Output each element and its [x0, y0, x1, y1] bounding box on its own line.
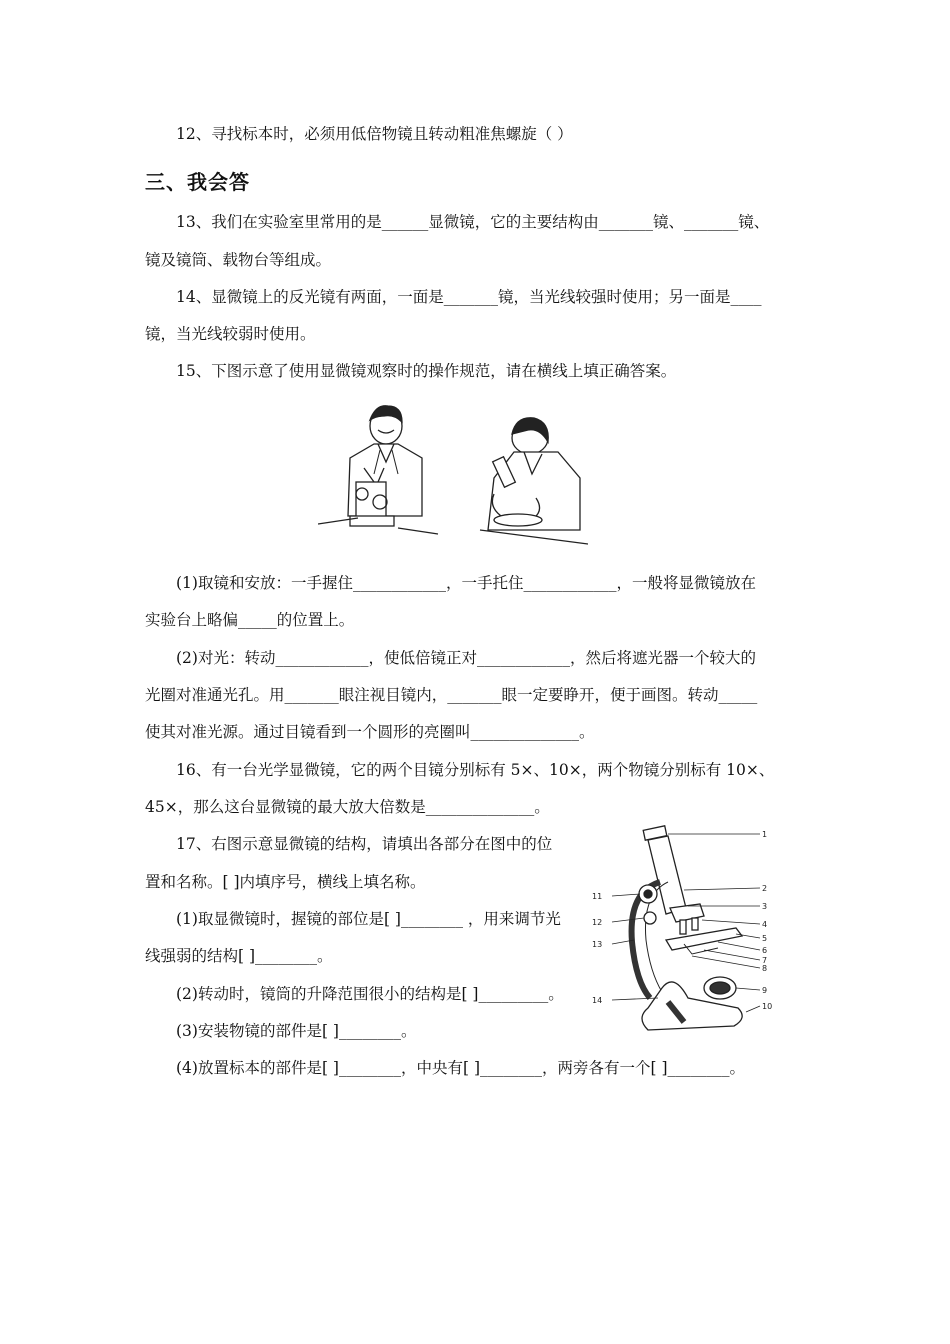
diagram-label-5: 5 — [762, 934, 768, 943]
q17-part4: (4)放置标本的部件是[ ]________，中央有[ ]________，两旁各有一个[ ]________。 — [176, 1059, 746, 1077]
diagram-label-7: 7 — [762, 956, 768, 965]
q15-part1-line-2: 实验台上略偏_____的位置上。 — [145, 611, 355, 629]
q17-line-1: 17、右图示意显微镜的结构，请填出各部分在图中的位 — [176, 835, 553, 853]
q15-intro: 15、下图示意了使用显微镜观察时的操作规范，请在横线上填正确答案。 — [176, 362, 677, 380]
section-heading: 三、我会答 — [145, 170, 250, 194]
q16-line-1: 16、有一台光学显微镜，它的两个目镜分别标有 5×、10×，两个物镜分别标有 10×、 — [176, 761, 775, 779]
diagram-label-11: 11 — [592, 892, 603, 901]
q12-line: 12、寻找标本时，必须用低倍物镜且转动粗准焦螺旋（ ） — [176, 125, 573, 143]
q13-line-1: 13、我们在实验室里常用的是______显微镜，它的主要结构由_______镜、_______镜、 — [176, 213, 770, 231]
q17-part1-line-1: (1)取显微镜时，握镜的部位是[ ]________ ，用来调节光 — [176, 910, 561, 928]
diagram-label-14: 14 — [592, 996, 603, 1005]
microscope-structure-diagram — [588, 822, 778, 1042]
diagram-label-6: 6 — [762, 946, 768, 955]
diagram-label-3: 3 — [762, 902, 768, 911]
q17-part2: (2)转动时，镜筒的升降范围很小的结构是[ ]_________。 — [176, 985, 564, 1003]
student-observing-microscope-illustration — [480, 418, 588, 544]
q16-line-2: 45×，那么这台显微镜的最大放大倍数是______________。 — [145, 798, 550, 816]
student-carrying-microscope-illustration — [318, 406, 438, 534]
q15-part1-line-1: (1)取镜和安放：一手握住____________，一手托住____________，一般将显微镜放在 — [176, 574, 756, 592]
diagram-label-4: 4 — [762, 920, 768, 929]
diagram-label-10: 10 — [762, 1002, 773, 1011]
q15-part2-line-2: 光圈对准通光孔。用_______眼注视目镜内，_______眼一定要睁开，便于画图。转动_____ — [145, 686, 758, 704]
q14-line-1: 14、显微镜上的反光镜有两面，一面是_______镜，当光线较强时使用；另一面是____ — [176, 288, 762, 306]
diagram-label-9: 9 — [762, 986, 768, 995]
diagram-label-13: 13 — [592, 940, 603, 949]
q15-part2-line-1: (2)对光：转动____________，使低倍镜正对____________，然后将遮光器一个较大的 — [176, 649, 756, 667]
diagram-label-8: 8 — [762, 964, 768, 973]
diagram-label-12: 12 — [592, 918, 603, 927]
q15-part2-line-3: 使其对准光源。通过目镜看到一个圆形的亮圈叫______________。 — [145, 723, 595, 741]
q17-part1-line-2: 线强弱的结构[ ]________。 — [145, 947, 333, 965]
students-microscope-figure — [318, 398, 588, 548]
diagram-label-2: 2 — [762, 884, 768, 893]
diagram-label-1: 1 — [762, 830, 768, 839]
q17-line-2: 置和名称。[ ]内填序号，横线上填名称。 — [145, 873, 426, 891]
q13-line-2: 镜及镜筒、载物台等组成。 — [145, 251, 332, 269]
q14-line-2: 镜，当光线较弱时使用。 — [145, 325, 316, 343]
q17-part3: (3)安装物镜的部件是[ ]________。 — [176, 1022, 417, 1040]
